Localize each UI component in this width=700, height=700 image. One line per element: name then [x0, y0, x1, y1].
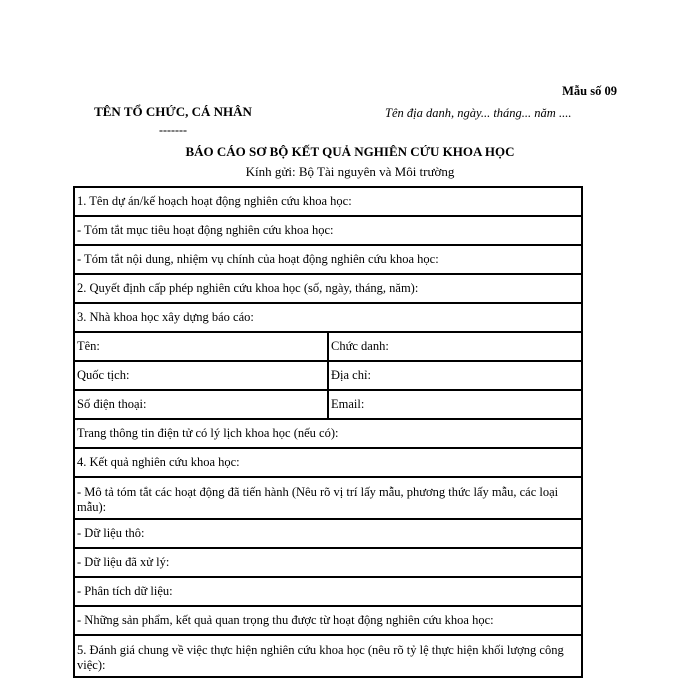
nationality-field[interactable]: Quốc tịch: [74, 361, 328, 390]
form-row-nationality-address [74, 361, 582, 390]
scientist-section-label: 3. Nhà khoa học xây dựng báo cáo: [74, 303, 582, 332]
license-decision-field[interactable]: 2. Quyết định cấp phép nghiên cứu khoa học (số, ngày, tháng, năm): [74, 274, 582, 303]
form-row-project-name [74, 187, 582, 216]
name-field[interactable]: Tên: [74, 332, 328, 361]
organization-block [93, 104, 253, 136]
content-field[interactable]: - Tóm tắt nội dung, nhiệm vụ chính của hoạt động nghiên cứu khoa học: [74, 245, 582, 274]
form-row-results-header [74, 448, 582, 477]
form-row-processed-data [74, 548, 582, 577]
report-title: BÁO CÁO SƠ BỘ KẾT QUẢ NGHIÊN CỨU KHOA HỌC [185, 144, 515, 159]
report-form-table [73, 186, 583, 678]
form-row-license-decision [74, 274, 582, 303]
objectives-field[interactable]: - Tóm tắt mục tiêu hoạt động nghiên cứu khoa học: [74, 216, 582, 245]
form-row-name-position [74, 332, 582, 361]
organization-name: TÊN TỔ CHỨC, CÁ NHÂN [94, 104, 252, 119]
form-row-key-products [74, 606, 582, 635]
form-row-scientist-header [74, 303, 582, 332]
raw-data-field[interactable]: - Dữ liệu thô: [74, 519, 582, 548]
form-row-objectives [74, 216, 582, 245]
overall-assessment-field[interactable]: 5. Đánh giá chung về việc thực hiện nghiên cứu khoa học (nêu rõ tỷ lệ thực hiện khối lượng công việc): [74, 635, 582, 677]
website-field[interactable]: Trang thông tin điện tử có lý lịch khoa học (nếu có): [74, 419, 582, 448]
form-row-website [74, 419, 582, 448]
project-name-field[interactable]: 1. Tên dự án/kế hoạch hoạt động nghiên cứu khoa học: [74, 187, 582, 216]
form-row-phone-email [74, 390, 582, 419]
place-date-line: Tên địa danh, ngày... tháng... năm .... [385, 106, 572, 120]
form-row-overall-assessment [74, 635, 582, 677]
address-field[interactable]: Địa chỉ: [328, 361, 582, 390]
results-section-label: 4. Kết quả nghiên cứu khoa học: [74, 448, 582, 477]
position-field[interactable]: Chức danh: [328, 332, 582, 361]
form-row-data-analysis [74, 577, 582, 606]
key-products-field[interactable]: - Những sản phẩm, kết quả quan trọng thu được từ hoạt động nghiên cứu khoa học: [74, 606, 582, 635]
form-row-raw-data [74, 519, 582, 548]
form-row-activities-summary [74, 477, 582, 519]
processed-data-field[interactable]: - Dữ liệu đã xử lý: [74, 548, 582, 577]
recipient-line: Kính gửi: Bộ Tài nguyên và Môi trường [245, 164, 455, 179]
phone-field[interactable]: Số điện thoại: [74, 390, 328, 419]
activities-summary-field[interactable]: - Mô tả tóm tắt các hoạt động đã tiến hành (Nêu rõ vị trí lấy mẫu, phương thức lấy mẫu, các loại mẫu): [74, 477, 582, 519]
form-row-content [74, 245, 582, 274]
form-number: Mẫu số 09 [562, 84, 617, 98]
data-analysis-field[interactable]: - Phân tích dữ liệu: [74, 577, 582, 606]
email-field[interactable]: Email: [328, 390, 582, 419]
organization-separator: ------- [159, 123, 187, 137]
